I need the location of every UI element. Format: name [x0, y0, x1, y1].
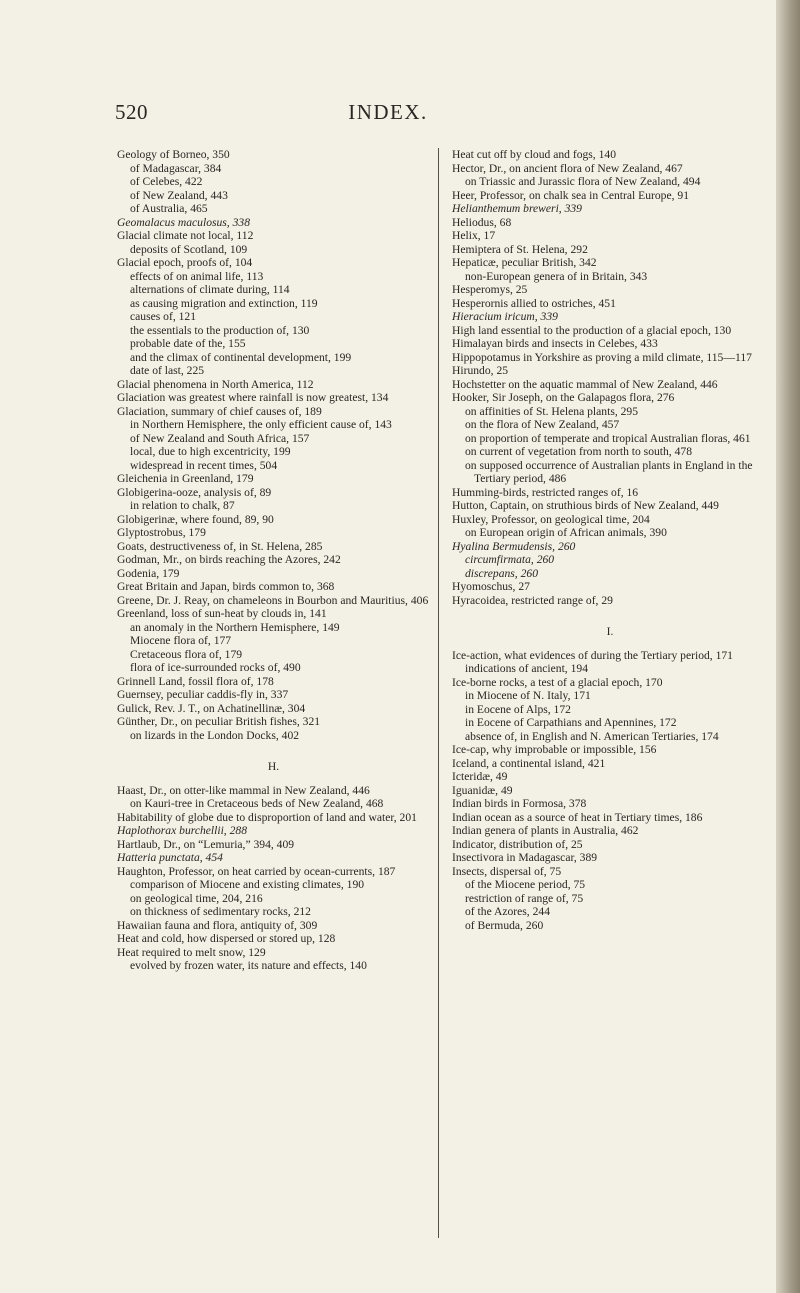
- index-entry: Hawaiian fauna and flora, antiquity of, 309: [117, 918, 318, 932]
- index-subentry: alternations of climate during, 114: [130, 283, 290, 296]
- index-subentry: on thickness of sedimentary rocks, 212: [130, 905, 311, 918]
- index-entry: Hemiptera of St. Helena, 292: [452, 242, 588, 256]
- index-entry: Guernsey, peculiar caddis-fly in, 337: [117, 688, 289, 701]
- index-entry: Hooker, Sir Joseph, on the Galapagos flora, 276: [452, 391, 675, 404]
- index-subentry: of Australia, 465: [130, 202, 208, 215]
- index-entry: Glaciation was greatest where rainfall is now greatest, 134: [117, 391, 389, 404]
- index-entry: Heer, Professor, on chalk sea in Central Europe, 91: [452, 188, 689, 202]
- index-subentry: of New Zealand, 443: [130, 188, 228, 202]
- page-number: 520: [115, 100, 148, 124]
- index-subentry: local, due to high excentricity, 199: [130, 445, 291, 458]
- index-section-h-cont: [452, 148, 768, 607]
- running-head: INDEX.: [348, 100, 428, 124]
- index-entry: Goats, destructiveness of, in St. Helena, 285: [117, 539, 323, 553]
- index-entry: Hyomoschus, 27: [452, 580, 530, 593]
- index-subentry: on European origin of African animals, 390: [465, 526, 667, 539]
- index-entry: Haast, Dr., on otter-like mammal in New Zealand, 446: [117, 783, 370, 797]
- index-entry: Indian genera of plants in Australia, 462: [452, 824, 639, 837]
- index-subentry: as causing migration and extinction, 119: [130, 296, 318, 310]
- index-entry: Hesperornis allied to ostriches, 451: [452, 296, 616, 310]
- index-subentry: flora of ice-surrounded rocks of, 490: [130, 661, 301, 674]
- index-entry: Heliodus, 68: [452, 215, 512, 229]
- index-entry: Glyptostrobus, 179: [117, 526, 206, 539]
- index-subentry: of Bermuda, 260: [465, 918, 544, 932]
- index-column-left: [117, 148, 430, 973]
- index-subentry: on Kauri-tree in Cretaceous beds of New Zealand, 468: [130, 797, 384, 810]
- index-subentry: effects of on animal life, 113: [130, 269, 264, 283]
- index-subentry: comparison of Miocene and existing climates, 190: [130, 878, 365, 891]
- index-entry: Helianthemum breweri, 339: [452, 202, 582, 215]
- index-subentry: of the Azores, 244: [465, 905, 550, 918]
- index-subentry: on the flora of New Zealand, 457: [465, 418, 620, 431]
- index-subentry: on current of vegetation from north to south, 478: [465, 445, 692, 458]
- index-entry: Ice-borne rocks, a test of a glacial epoch, 170: [452, 675, 663, 689]
- index-subentry: causes of, 121: [130, 310, 197, 323]
- index-entry: Indian birds in Formosa, 378: [452, 797, 587, 810]
- index-entry: Hector, Dr., on ancient flora of New Zealand, 467: [452, 161, 683, 175]
- index-subentry: of Madagascar, 384: [130, 161, 222, 175]
- index-entry: Greenland, loss of sun-heat by clouds in, 141: [117, 607, 327, 620]
- index-subentry: of Celebes, 422: [130, 175, 203, 188]
- index-subentry: on affinities of St. Helena plants, 295: [465, 404, 639, 418]
- index-section-i: [452, 649, 768, 933]
- index-subentry: evolved by frozen water, its nature and effects, 140: [130, 959, 367, 972]
- index-subentry: on supposed occurrence of Australian plants in England in the Tertiary period, 486: [465, 458, 753, 485]
- index-subentry: in Eocene of Carpathians and Apennines, 172: [465, 716, 677, 729]
- index-entry: Heat and cold, how dispersed or stored up, 128: [117, 932, 336, 945]
- index-subentry: non-European genera of in Britain, 343: [465, 269, 648, 283]
- index-entry: Glaciation, summary of chief causes of, 189: [117, 404, 322, 418]
- index-entry: Hutton, Captain, on struthious birds of New Zealand, 449: [452, 499, 719, 512]
- index-subentry: in Eocene of Alps, 172: [465, 702, 571, 716]
- index-entry: Glacial phenomena in North America, 112: [117, 377, 314, 391]
- index-subentry: the essentials to the production of, 130: [130, 323, 310, 337]
- index-entry: Haughton, Professor, on heat carried by ocean-currents, 187: [117, 864, 396, 878]
- index-subentry: in Northern Hemisphere, the only efficient cause of, 143: [130, 418, 392, 431]
- index-entry: Humming-birds, restricted ranges of, 16: [452, 485, 639, 499]
- index-entry: Globigerina-ooze, analysis of, 89: [117, 485, 272, 499]
- index-entry: Glacial climate not local, 112: [117, 229, 254, 242]
- index-entry: Haplothorax burchellii, 288: [117, 824, 247, 837]
- index-entry: Hepaticæ, peculiar British, 342: [452, 256, 597, 269]
- index-subentry: widespread in recent times, 504: [130, 458, 278, 472]
- index-entry: Insects, dispersal of, 75: [452, 864, 562, 878]
- index-subentry: Cretaceous flora of, 179: [130, 647, 243, 661]
- index-entry: Great Britain and Japan, birds common to, 368: [117, 580, 335, 593]
- index-subentry: indications of ancient, 194: [465, 662, 588, 675]
- index-entry: Ice-cap, why improbable or impossible, 156: [452, 743, 657, 756]
- index-entry: Hatteria punctata, 454: [117, 851, 223, 864]
- index-entry: Godman, Mr., on birds reaching the Azores, 242: [117, 553, 341, 566]
- index-entry: Icteridæ, 49: [452, 770, 508, 783]
- section-letter-i: I.: [606, 625, 614, 638]
- index-entry: Hyalina Bermudensis, 260: [452, 539, 576, 553]
- index-entry: Gulick, Rev. J. T., on Achatinellinæ, 304: [117, 701, 306, 715]
- index-entry: Godenia, 179: [117, 566, 180, 580]
- index-entry: Hochstetter on the aquatic mammal of New Zealand, 446: [452, 377, 718, 391]
- index-entry: Insectivora in Madagascar, 389: [452, 851, 598, 864]
- page-edge-shadow: [776, 0, 800, 1293]
- index-entry: Grinnell Land, fossil flora of, 178: [117, 674, 274, 688]
- index-entry: Indian ocean as a source of heat in Tertiary times, 186: [452, 810, 703, 824]
- index-section-h: [117, 784, 430, 973]
- index-entry: Heat cut off by cloud and fogs, 140: [452, 148, 616, 161]
- index-entry: Iguanidæ, 49: [452, 783, 513, 797]
- index-entry: Günther, Dr., on peculiar British fishes, 321: [117, 715, 321, 728]
- index-entry: Huxley, Professor, on geological time, 204: [452, 512, 650, 526]
- index-entry: Hippopotamus in Yorkshire as proving a mild climate, 115—117: [452, 350, 752, 364]
- index-entry: Geomalacus maculosus, 338: [117, 215, 250, 229]
- index-subentry: probable date of the, 155: [130, 337, 246, 350]
- index-subentry: discrepans, 260: [465, 566, 538, 580]
- index-entry: Glacial epoch, proofs of, 104: [117, 256, 253, 269]
- index-entry: Hyracoidea, restricted range of, 29: [452, 593, 613, 607]
- index-entry: Habitability of globe due to disproportion of land and water, 201: [117, 810, 417, 824]
- index-subentry: and the climax of continental development, 199: [130, 350, 352, 364]
- index-subentry: Miocene flora of, 177: [130, 634, 232, 647]
- index-subentry: on proportion of temperate and tropical Australian floras, 461: [465, 431, 751, 445]
- index-subentry: circumfirmata, 260: [465, 553, 555, 566]
- section-letter-h: H.: [267, 760, 280, 773]
- index-subentry: date of last, 225: [130, 364, 205, 377]
- index-entry: Hesperomys, 25: [452, 283, 528, 296]
- index-subentry: on geological time, 204, 216: [130, 891, 263, 905]
- index-subentry: of New Zealand and South Africa, 157: [130, 431, 310, 445]
- column-divider: [438, 148, 439, 1238]
- index-subentry: of the Miocene period, 75: [465, 878, 586, 891]
- index-section-g: [117, 148, 430, 742]
- index-entry: Himalayan birds and insects in Celebes, 433: [452, 337, 658, 350]
- index-subentry: on lizards in the London Docks, 402: [130, 728, 300, 742]
- index-entry: Hieracium iricum, 339: [452, 310, 558, 323]
- index-subentry: in relation to chalk, 87: [130, 499, 235, 512]
- index-entry: Ice-action, what evidences of during the Tertiary period, 171: [452, 648, 733, 662]
- index-subentry: an anomaly in the Northern Hemisphere, 149: [130, 620, 340, 634]
- index-subentry: absence of, in English and N. American Tertiaries, 174: [465, 729, 719, 743]
- index-subentry: restriction of range of, 75: [465, 891, 584, 905]
- index-entry: Globigerinæ, where found, 89, 90: [117, 512, 274, 526]
- index-entry: Geology of Borneo, 350: [117, 148, 230, 161]
- index-entry: Iceland, a continental island, 421: [452, 756, 606, 770]
- index-entry: Helix, 17: [452, 229, 496, 242]
- index-column-right: [452, 148, 768, 932]
- index-subentry: in Miocene of N. Italy, 171: [465, 689, 591, 702]
- index-entry: Heat required to melt snow, 129: [117, 945, 266, 959]
- page-header: [0, 100, 776, 130]
- index-subentry: on Triassic and Jurassic flora of New Zealand, 494: [465, 175, 701, 188]
- index-entry: Hirundo, 25: [452, 364, 509, 377]
- index-entry: Gleichenia in Greenland, 179: [117, 472, 254, 485]
- index-subentry: deposits of Scotland, 109: [130, 242, 248, 256]
- index-entry: Indicator, distribution of, 25: [452, 837, 583, 851]
- index-entry: High land essential to the production of a glacial epoch, 130: [452, 323, 732, 337]
- index-entry: Greene, Dr. J. Reay, on chameleons in Bourbon and Mauritius, 406: [117, 593, 429, 607]
- index-entry: Hartlaub, Dr., on “Lemuria,” 394, 409: [117, 837, 295, 851]
